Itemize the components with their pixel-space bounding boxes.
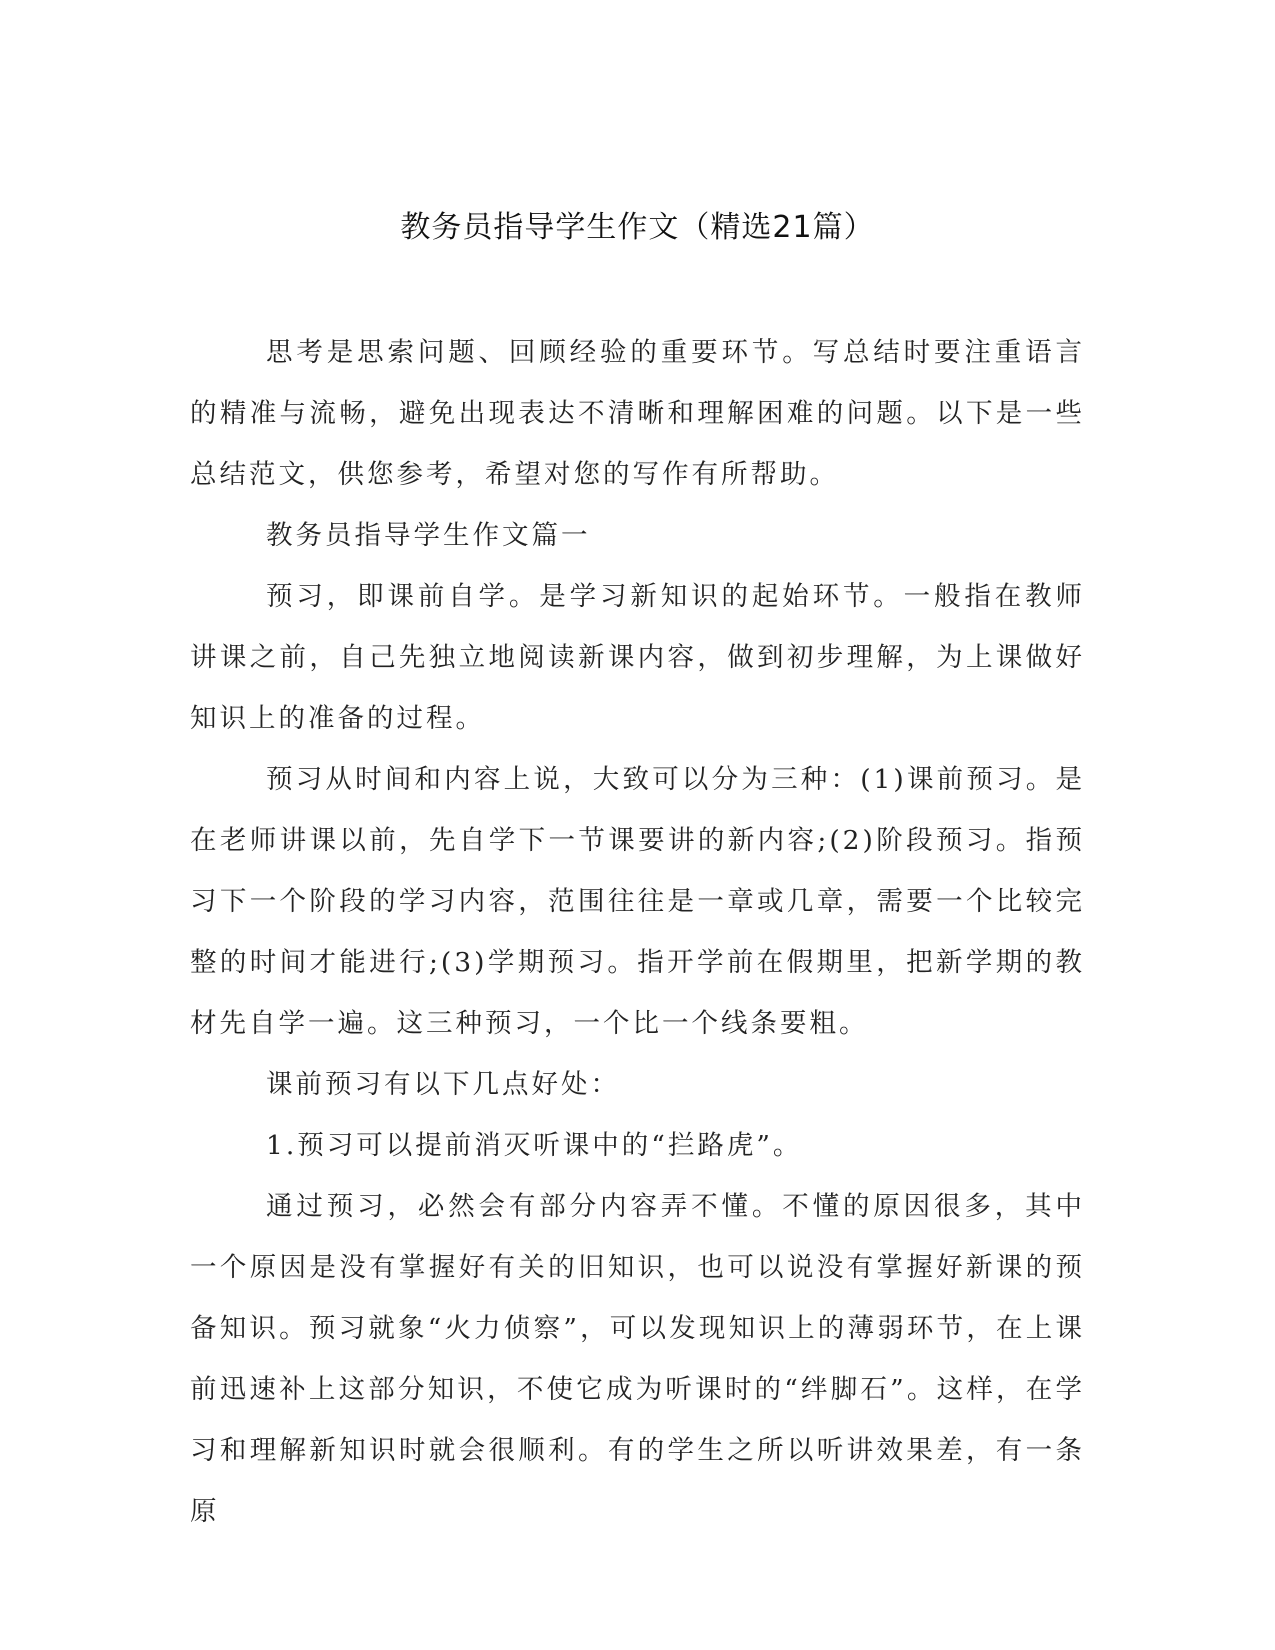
paragraph-types: 预习从时间和内容上说，大致可以分为三种：(1)课前预习。是在老师讲课以前，先自学下一节课要讲的新内容;(2)阶段预习。指预习下一个阶段的学习内容，范围往往是一章或几章，需要一个比较完整的时间才能进行;(3)学期预习。指开学前在假期里，把新学期的教材先自学一遍。这三种预习，一个比一个线条要粗。	[190, 764, 1085, 1039]
paragraph-intro: 思考是思索问题、回顾经验的重要环节。写总结时要注重语言的精准与流畅，避免出现表达不清晰和理解困难的问题。以下是一些总结范文，供您参考，希望对您的写作有所帮助。	[190, 337, 1085, 490]
paragraph-benefit-1: 1.预习可以提前消灭听课中的“拦路虎”。	[266, 1130, 803, 1161]
paragraph-explanation: 通过预习，必然会有部分内容弄不懂。不懂的原因很多，其中一个原因是没有掌握好有关的旧知识，也可以说没有掌握好新课的预备知识。预习就象“火力侦察”，可以发现知识上的薄弱环节，在上课前迅速补上这部分知识，不使它成为听课时的“绊脚石”。这样，在学习和理解新知识时就会很顺利。有的学生之所以听讲效果差，有一条原	[190, 1191, 1085, 1527]
document-title: 教务员指导学生作文（精选21篇）	[400, 210, 875, 245]
document-body	[190, 322, 1085, 1542]
paragraph-definition: 预习，即课前自学。是学习新知识的起始环节。一般指在教师讲课之前，自己先独立地阅读新课内容，做到初步理解，为上课做好知识上的准备的过程。	[190, 581, 1085, 734]
section-heading: 教务员指导学生作文篇一	[266, 520, 591, 551]
paragraph-benefits-intro: 课前预习有以下几点好处：	[266, 1069, 620, 1100]
